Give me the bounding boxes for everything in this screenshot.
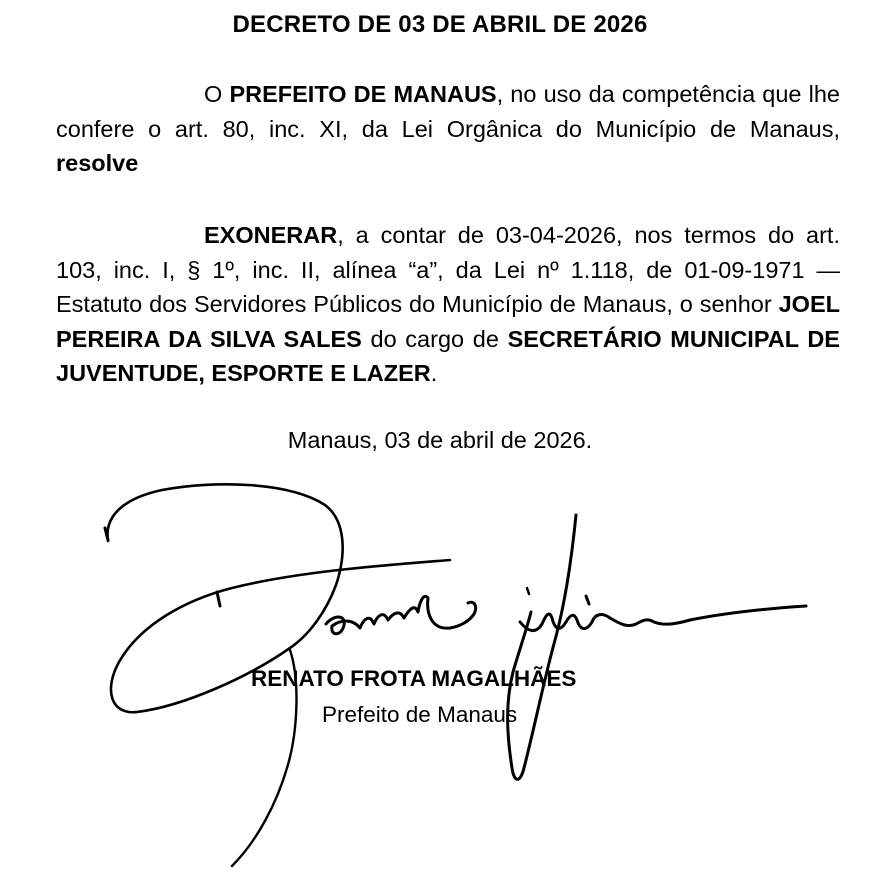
signature-j-stroke: [508, 515, 576, 779]
exoneration-body-2: do cargo de: [361, 325, 508, 352]
decree-title: DECRETO DE 03 DE ABRIL DE 2026: [232, 11, 648, 38]
signature-dot-stroke: [105, 528, 108, 540]
signature-word-stroke: [326, 596, 476, 633]
signature-dot-stroke: [527, 588, 529, 594]
exoneration-end: .: [430, 360, 438, 386]
signer-name: RENATO FROTA MAGALHÃES: [251, 666, 577, 691]
exoneration-paragraph: [56, 218, 840, 391]
signature-dot-stroke: [217, 592, 220, 606]
preamble-body: , no uso da competência que lhe confere o art. 80, inc. XI, da Lei Orgânica do Município de Manaus,: [56, 81, 841, 142]
preamble-lead: O: [204, 81, 230, 107]
signature-word2-stroke: [520, 606, 806, 631]
person-name: JOEL PEREIRA DA SILVA SALES: [56, 291, 840, 352]
position-title: SECRETÁRIO MUNICIPAL DE JUVENTUDE, ESPORTE E LAZER: [56, 325, 840, 386]
signer-role: Prefeito de Manaus: [322, 702, 518, 727]
signature-dot-stroke: [586, 596, 589, 604]
action-word: EXONERAR: [204, 222, 338, 248]
resolve-word: resolve: [56, 150, 139, 176]
preamble-paragraph: [56, 77, 840, 181]
exoneration-body-1: , a contar de 03-04-2026, nos termos do art. 103, inc. I, § 1º, inc. II, alínea “a”, da Lei nº 1.118, de 01-09-1971 — Estatuto dos Servidores Públicos do Município de Manaus, o senhor: [56, 222, 840, 317]
place-and-date: Manaus, 03 de abril de 2026.: [287, 427, 593, 453]
authority-name: PREFEITO DE MANAUS: [229, 81, 497, 107]
